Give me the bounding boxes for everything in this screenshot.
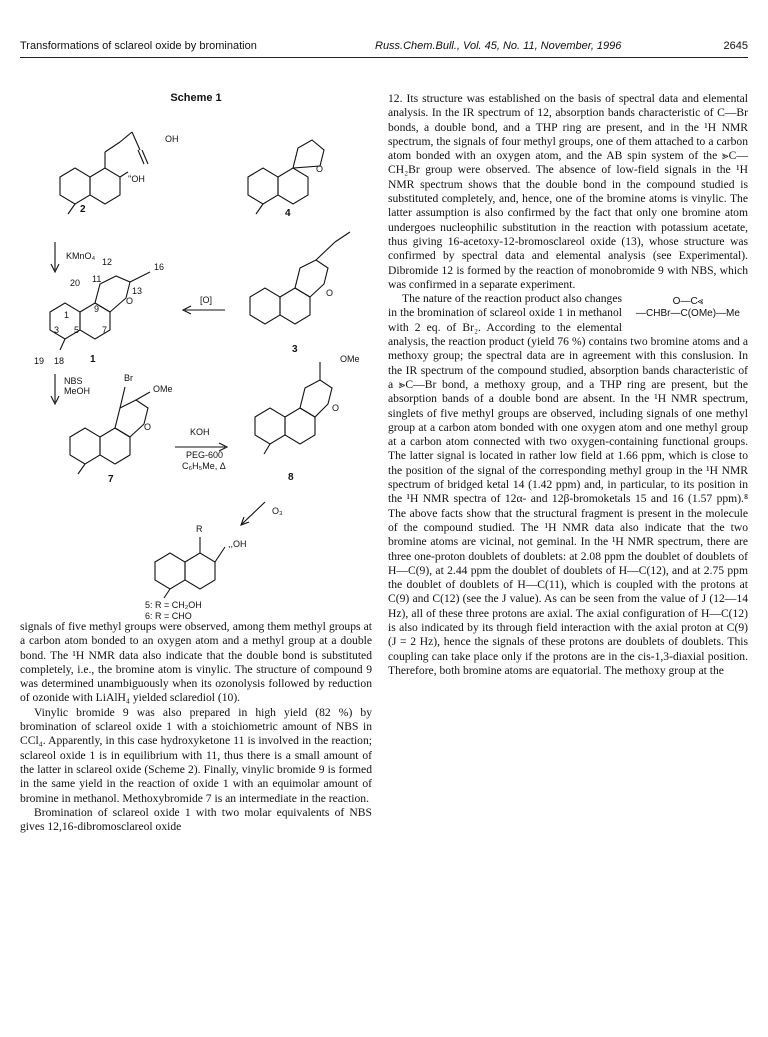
reagent-meoh: MeOH (64, 386, 91, 396)
right-column-text (388, 92, 748, 678)
running-header (20, 40, 748, 56)
header-journal: Russ.Chem.Bull., Vol. 45, No. 11, November, 1996 (375, 40, 622, 52)
structural-fragment (628, 296, 748, 320)
label-o: O (326, 288, 334, 298)
compound-number: 2 (80, 204, 86, 215)
structure-5-6 (155, 537, 225, 598)
reagent-koh: KOH (190, 427, 210, 437)
compound-number: 7 (108, 474, 114, 485)
atom-number: 5 (74, 325, 80, 335)
header-title: Transformations of sclareol oxide by bromination (20, 40, 257, 52)
structure-7 (70, 387, 150, 474)
scheme-title: Scheme 1 (170, 92, 222, 104)
label-o: O (126, 296, 134, 306)
label-br: Br (124, 373, 133, 383)
reagent-ozone: O₃ (272, 506, 283, 516)
compound-number: 4 (285, 208, 291, 219)
reagent-oxidation: [O] (200, 295, 213, 305)
compound-number: 3 (292, 344, 298, 355)
structure-4 (248, 140, 324, 214)
left-column-text (20, 620, 372, 834)
atom-number: 19 (34, 356, 45, 366)
label-oh: ,,OH (228, 539, 247, 549)
structure-2 (60, 132, 148, 214)
compound-number: 1 (90, 354, 96, 365)
paragraph: The nature of the reaction product also changes in the bromination of sclareol oxide 1 in methanol with 2 eq. of Br₂. According to the elemental analysis, the reaction product (yield 76 %) contains two bromine atoms and a methoxy group; the spectral data are in agreement with this conslusion. In the IR spectrum of the compound studied, absorption bands characteristic of a ⪢C—Br bond, a methoxy group, and a THP ring are present, but the absorption bands of a double bond are absent. In the ¹H NMR spectrum, singlets of five methyl groups are observed, including signals of one methyl group at a carbon atom bonded with one oxygen atom and one methyl group at a carbon atom connected with two oxygen-containing functional groups. The latter signal is located in rather low field at 1.66 ppm, which is close to the position of the signal of the corresponding methyl group in the ¹H NMR spectrum of bridged ketal 14 (1.42 ppm) and, in particular, to its position in the ¹H NMR spectra of 12α- and 12β-bromoketals 15 and 16 (1.57 ppm).⁸ The above facts show that the structural fragment is present in the molecule of the compound studied. The ¹H NMR data also indicate that the two bromine atoms are vicinal, not geminal. In the ¹H NMR spectrum, there are three one-proton doublets of doublets: at 2.08 ppm the doublet of doublets of H—C(9), at 2.44 ppm the doublet of doublets of H—C(12), and at 2.75 ppm the doublet of doublets of H—C(11), which is coupled with the protons at C(9) and C(12) (see the J value). As can be seen from the value of J (12—14 Hz), all of these three protons are axial. The axial configuration of H—C(12) is also indicated by its through field interaction with the axial proton at C(9) (J = 2 Hz), hence the signals of these protons are doublets of doublets. This coupling can take place only if the protons are in the cis-1,3-diaxial position. Therefore, both bromine atoms are equatorial. The methoxy group at the (388, 292, 748, 677)
fragment-top: O—C⪡ (672, 296, 704, 308)
reagent-nbs: NBS (64, 376, 83, 386)
paragraph: Bromination of sclareol oxide 1 with two molar equivalents of NBS gives 12,16-dibromosclareol oxide (20, 805, 372, 834)
atom-number: 3 (54, 325, 60, 335)
atom-number: 20 (70, 278, 81, 288)
label-o: O (316, 164, 324, 174)
compound-number: 8 (288, 472, 294, 483)
reagent-solvent: C₆H₅Me, Δ (182, 461, 226, 471)
atom-number: 1 (64, 310, 70, 320)
reagent-peg: PEG-600 (186, 450, 224, 460)
scheme-1 (20, 92, 372, 621)
atom-number: 9 (94, 304, 100, 314)
atom-number: 12 (102, 257, 113, 267)
structure-8 (255, 362, 332, 454)
label-oh: ''OH (128, 174, 145, 184)
atom-number: 11 (92, 274, 102, 284)
structure-3 (250, 232, 350, 324)
paragraph: signals of five methyl groups were observed, among them methyl groups at a carbon atom bonded to an oxygen atom and a methyl group at a double bond. The ¹H NMR data also indicate that the double bond is substituted completely, i.e., the bromine atom is vinylic. The structure of compound 9 was determined unambiguously when its ozonolysis followed by reduction of ozonide with LiAlH₄ yielded sclarediol (10). (20, 620, 372, 705)
header-rule (20, 57, 748, 58)
page-number: 2645 (723, 40, 748, 52)
paragraph: Vinylic bromide 9 was also prepared in high yield (82 %) by bromination of sclareol oxide 1 with a stoichiometric amount of NBS in CCl₄. Apparently, in this case hydroxyketone 11 is involved in the reaction; sclareol oxide 1 is in equilibrium with 11, thus there is a small amount of the latter in sclareol oxide (Scheme 2). Finally, vinylic bromide 9 is formed in the same yield in the reaction of oxide 1 with an equimolar amount of bromine in methanol. Methoxybromide 7 is an intermediate in the reaction. (20, 705, 372, 805)
reagent-kmno4: KMnO₄ (66, 251, 96, 261)
atom-number: 18 (54, 356, 65, 366)
label-o: O (332, 403, 340, 413)
atom-number: 13 (132, 286, 143, 296)
label-oh: OH (165, 134, 179, 144)
compound-6-caption: 6: R = CHO (145, 611, 192, 621)
compound-5-caption: 5: R = CH₂OH (145, 600, 202, 610)
label-o: O (144, 422, 152, 432)
atom-number: 16 (154, 262, 165, 272)
atom-number: 7 (102, 325, 108, 335)
label-r: R (196, 524, 203, 534)
paragraph: 12. Its structure was established on the basis of spectral data and elemental analysis. In the IR spectrum of 12, absorption bands characteristic of C—Br bonds, a double bond, and a THP ring are present, and in the ¹H NMR spectrum, the signals of four methyl groups, one of them attached to a carbon atom bonded with an oxygen atom, and the AB spin system of the ⪢C—CH₂Br group were observed. The absence of low-field signals in the ¹H NMR spectrum shows that the double bond in the compound studied is substituted completely, and, hence, one of the bromine atoms is vinylic. The latter assumption is also confirmed by the fact that only one bromine atom undergoes nucleophilic substitution in the reaction with potassium acetate, thus giving 16-acetoxy-12-bromosclareol oxide (13), whose structure was confirmed by spectral data and elemental analysis (see Experimental). Dibromide 12 is formed by the reaction of monobromide 9 with NBS, which was confirmed in a separate experiment. (388, 92, 748, 291)
fragment-bottom: —CHBr—C(OMe)—Me (636, 308, 740, 320)
label-ome: OMe (340, 354, 360, 364)
label-ome: OMe (153, 384, 173, 394)
